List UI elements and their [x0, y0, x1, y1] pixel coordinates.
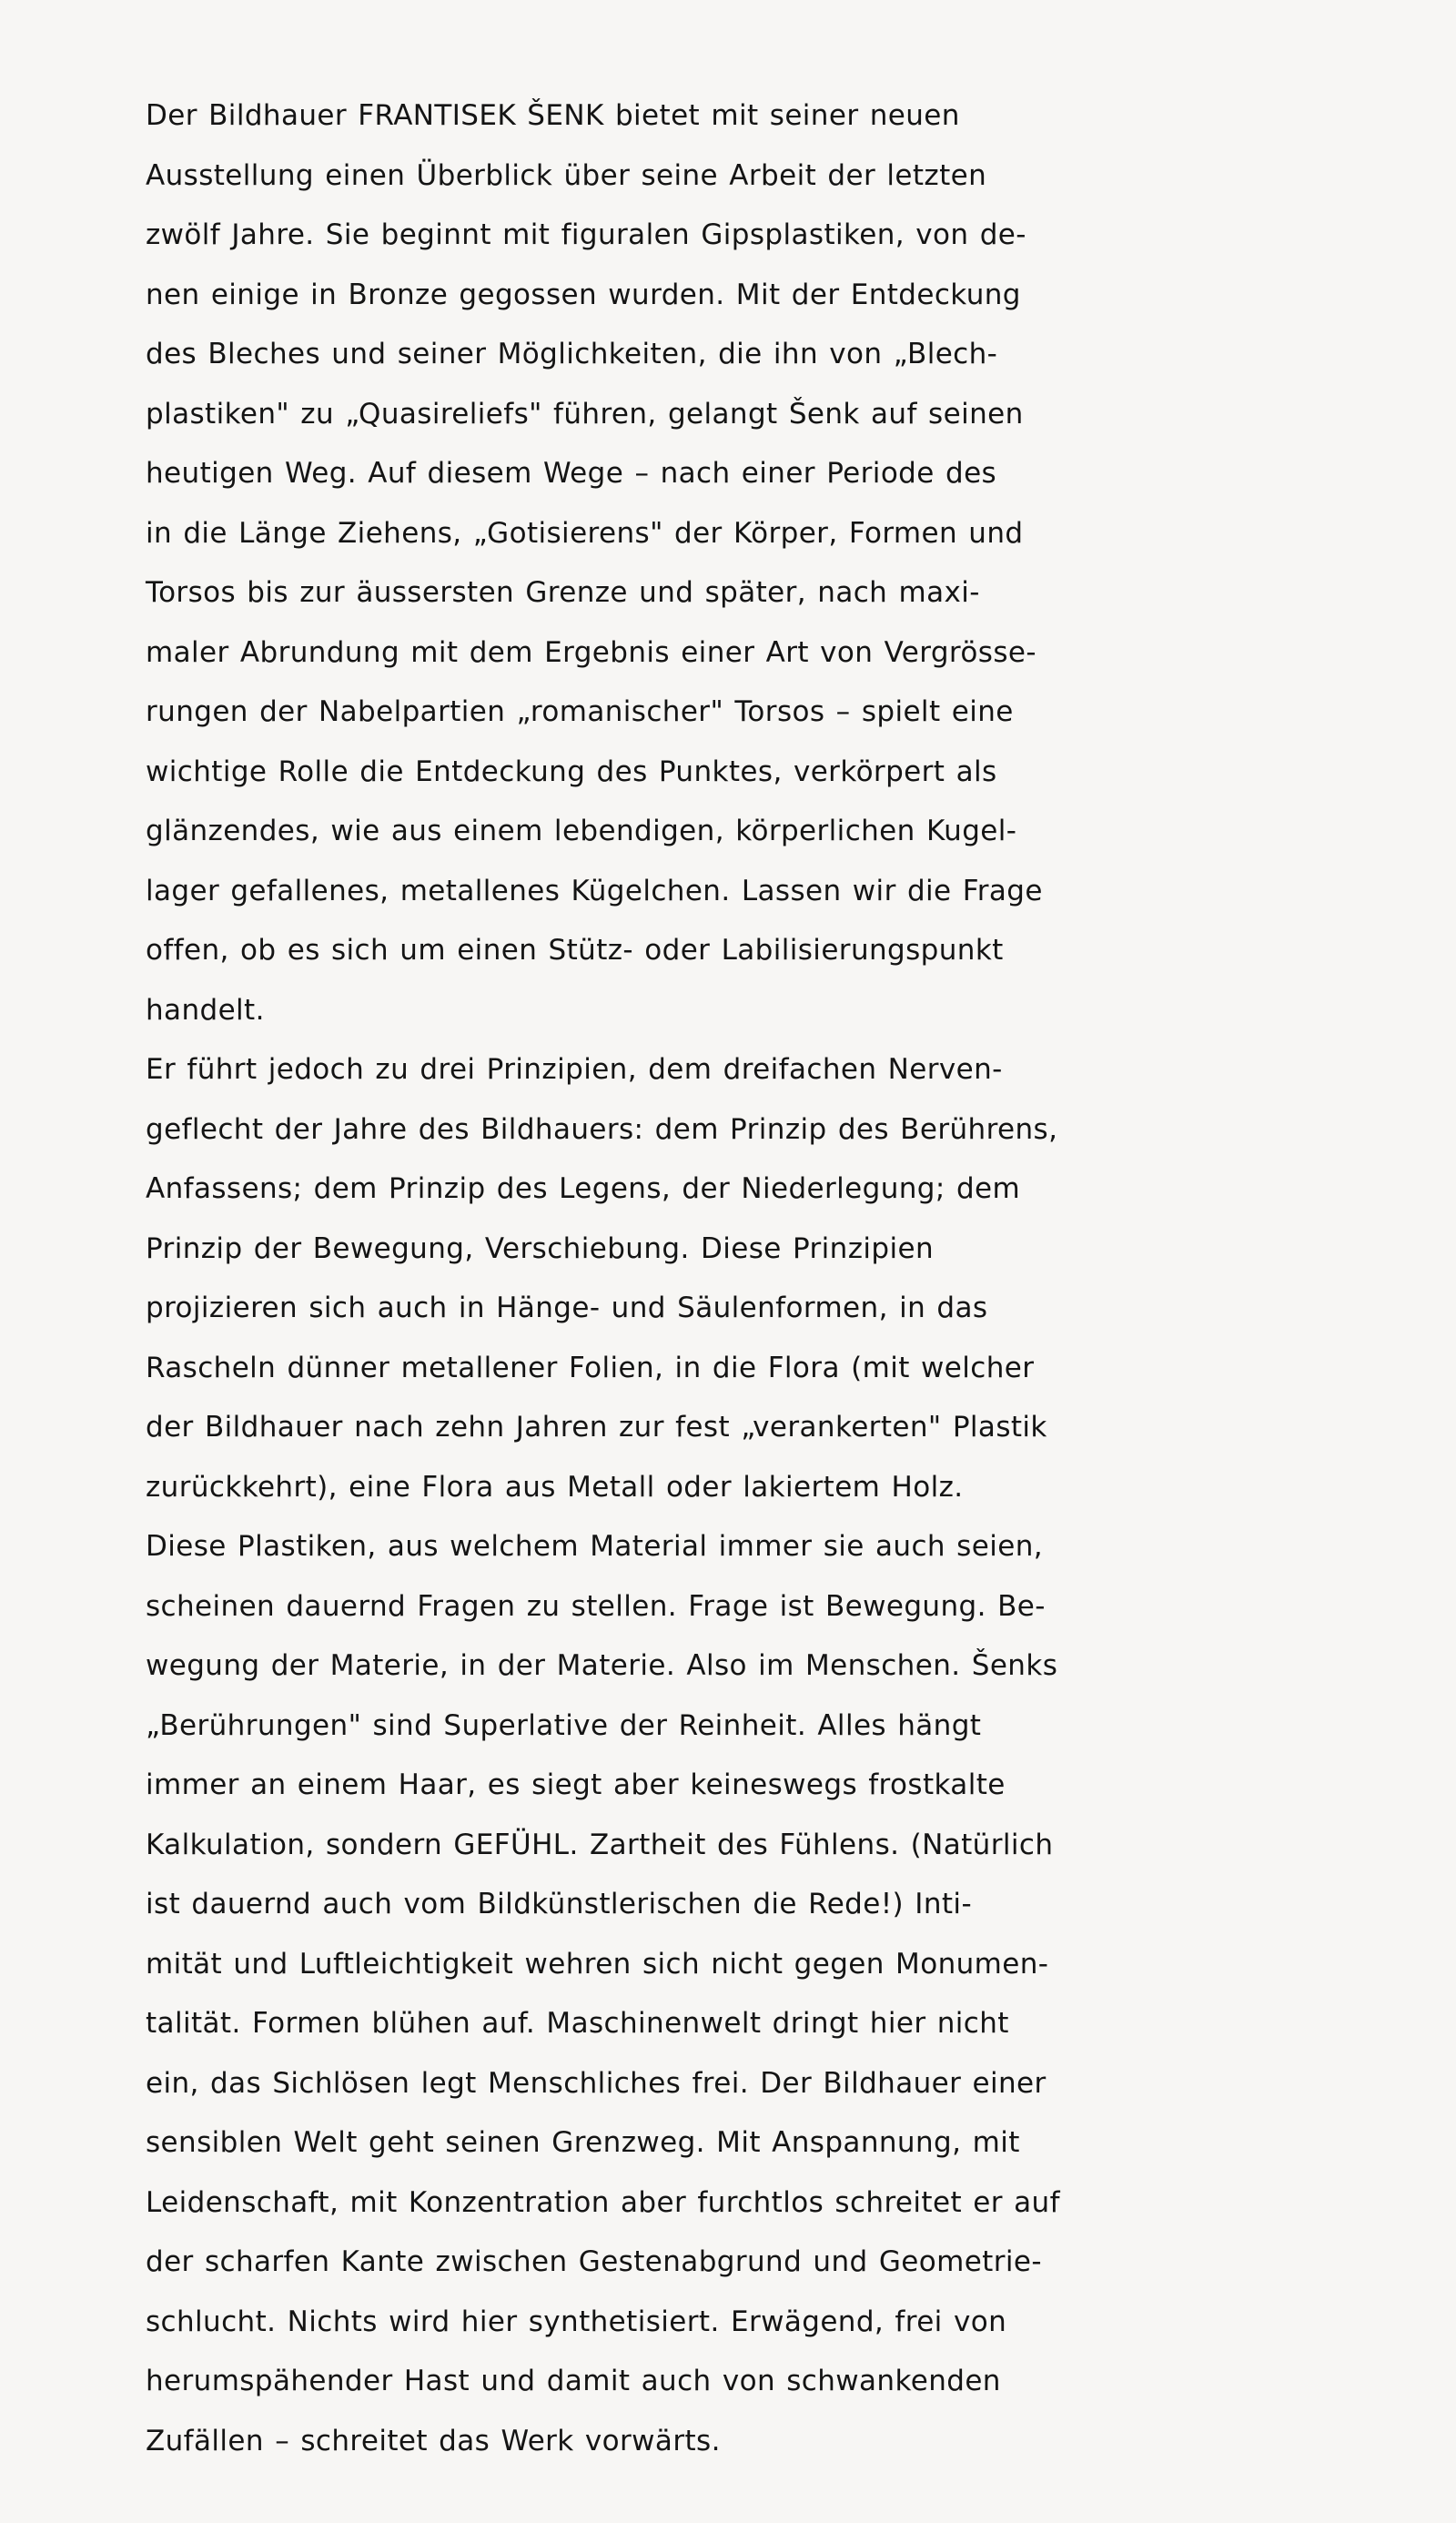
text-line: glänzendes, wie aus einem lebendigen, körperlichen Kugel- [146, 815, 1017, 847]
text-line: des Bleches und seiner Möglichkeiten, die ihn von „Blech- [146, 338, 998, 370]
text-line: geflecht der Jahre des Bildhauers: dem Prinzip des Berührens, [146, 1112, 1058, 1146]
text-line: maler Abrundung mit dem Ergebnis einer Art von Vergrösse- [146, 635, 1036, 669]
text-line: herumspähender Hast und damit auch von schwankenden [146, 2365, 1001, 2397]
text-line: Prinzip der Bewegung, Verschiebung. Diese Prinzipien [146, 1231, 935, 1265]
text-line: in die Länge Ziehens, „Gotisierens" der Körper, Formen und [146, 516, 1024, 550]
text-line: heutigen Weg. Auf diesem Wege – nach einer Periode des [146, 457, 997, 490]
text-line: handelt. [146, 993, 265, 1027]
text-line: Ausstellung einen Überblick über seine Arbeit der letzten [146, 158, 987, 192]
text-line: der scharfen Kante zwischen Gestenabgrund und Geometrie- [146, 2245, 1042, 2278]
text-line: Der Bildhauer FRANTISEK ŠENK bietet mit seiner neuen [146, 99, 960, 132]
text-line: Torsos bis zur äussersten Grenze und später, nach maxi- [146, 576, 980, 609]
text-line: talität. Formen blühen auf. Maschinenwelt dringt hier nicht [146, 2007, 1009, 2040]
text-line: wichtige Rolle die Entdeckung des Punktes, verkörpert als [146, 755, 997, 788]
text-line: nen einige in Bronze gegossen wurden. Mit der Entdeckung [146, 278, 1021, 311]
text-line: Zufällen – schreitet das Werk vorwärts. [146, 2424, 721, 2457]
text-line: ist dauernd auch vom Bildkünstlerischen die Rede!) Inti- [146, 1888, 973, 1920]
text-line: Er führt jedoch zu drei Prinzipien, dem dreifachen Nerven- [146, 1053, 1003, 1086]
text-line: Kalkulation, sondern GEFÜHL. Zartheit des Fühlens. (Natürlich [146, 1828, 1054, 1861]
text-line: Leidenschaft, mit Konzentration aber furchtlos schreitet er auf [146, 2185, 1060, 2219]
text-line: wegung der Materie, in der Materie. Also im Menschen. Šenks [146, 1649, 1058, 1682]
text-line: zwölf Jahre. Sie beginnt mit figuralen Gipsplastiken, von de- [146, 218, 1026, 251]
text-line: plastiken" zu „Quasireliefs" führen, gelangt Šenk auf seinen [146, 397, 1024, 431]
text-line: lager gefallenes, metallenes Kügelchen. Lassen wir die Frage [146, 874, 1043, 907]
text-line: rungen der Nabelpartien „romanischer" Torsos – spielt eine [146, 695, 1014, 728]
text-line: mität und Luftleichtigkeit wehren sich nicht gegen Monumen- [146, 1947, 1049, 1981]
text-line: immer an einem Haar, es siegt aber keineswegs frostkalte [146, 1768, 1006, 1801]
text-line: sensiblen Welt geht seinen Grenzweg. Mit Anspannung, mit [146, 2126, 1020, 2159]
text-line: scheinen dauernd Fragen zu stellen. Frage ist Bewegung. Be- [146, 1589, 1046, 1623]
text-line: „Berührungen" sind Superlative der Reinheit. Alles hängt [146, 1708, 982, 1742]
text-line: schlucht. Nichts wird hier synthetisiert. Erwägend, frei von [146, 2305, 1007, 2338]
text-line: Diese Plastiken, aus welchem Material immer sie auch seien, [146, 1530, 1043, 1563]
body-text [146, 86, 1201, 2471]
text-line: projizieren sich auch in Hänge- und Säulenformen, in das [146, 1292, 988, 1324]
text-line: Anfassens; dem Prinzip des Legens, der Niederlegung; dem [146, 1172, 1021, 1205]
text-line: offen, ob es sich um einen Stütz- oder Labilisierungspunkt [146, 934, 1004, 967]
text-line: ein, das Sichlösen legt Menschliches frei. Der Bildhauer einer [146, 2066, 1046, 2100]
text-line: der Bildhauer nach zehn Jahren zur fest „verankerten" Plastik [146, 1411, 1047, 1444]
text-line: Rascheln dünner metallener Folien, in die Flora (mit welcher [146, 1351, 1035, 1384]
text-line: zurückkehrt), eine Flora aus Metall oder lakiertem Holz. [146, 1470, 964, 1504]
